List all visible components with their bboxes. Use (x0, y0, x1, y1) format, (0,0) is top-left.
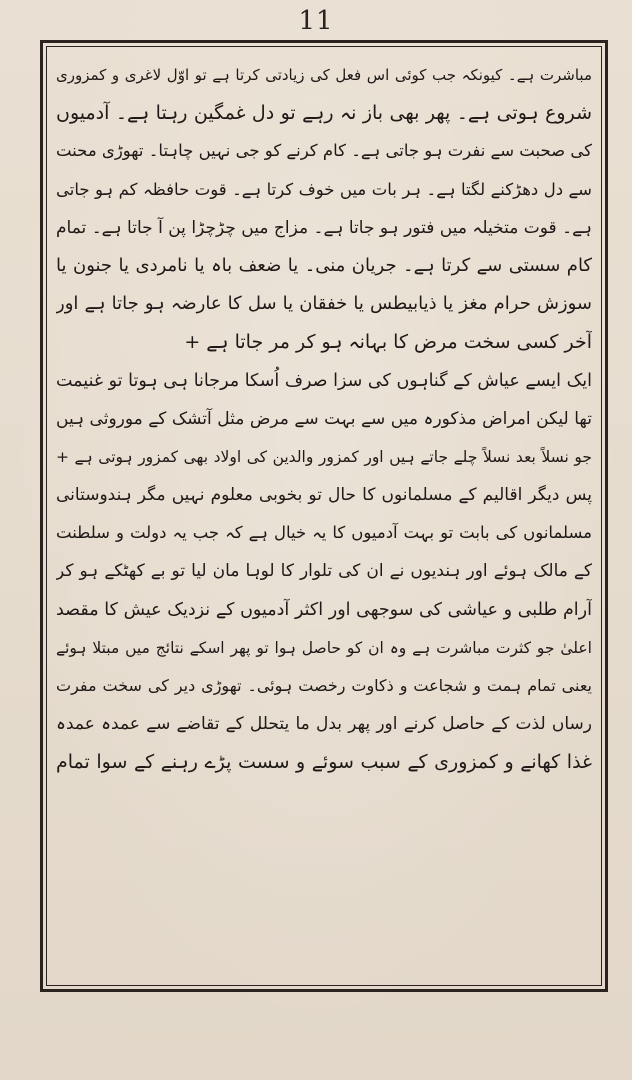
text-line: کی صحبت سے نفرت ہو جاتی ہے۔ کام کرنے کو جی نہیں چاہتا۔ تھوڑی محنت (56, 141, 592, 161)
text-line: آرام طلبی و عیاشی کی سوجھی اور اکثر آدمیوں کے نزدیک عیش کا مقصد (56, 599, 592, 620)
text-line: کے مالک ہوئے اور ہندیوں نے ان کی تلوار کا لوہا مان لیا تو بے کھٹکے ہو کر (56, 561, 592, 582)
text-line: اعلیٰ جو کثرت مباشرت ہے وہ ان کو حاصل ہوا تو پھر اسکے نتائج میں مبتلا ہوئے (56, 638, 592, 657)
text-line: تھا لیکن امراض مذکورہ میں سے بہت سے مرض مثل آتشک کے موروثی ہیں (56, 408, 592, 429)
text-body (56, 56, 592, 976)
text-line: جو نسلاً بعد نسلاً چلے جاتے ہیں اور کمزور والدین کی اولاد بھی کمزور ہوتی ہے + (56, 447, 592, 466)
text-line: مباشرت ہے۔ کیونکہ جب کوئی اس فعل کی زیادتی کرتا ہے تو اوّل لاغری و کمزوری (56, 66, 592, 84)
text-line: سے دل دھڑکنے لگتا ہے۔ ہر بات میں خوف کرتا ہے۔ قوت حافظہ کم ہو جاتی (56, 179, 592, 199)
page-number: 11 (298, 6, 334, 36)
text-line: آخر کسی سخت مرض کا بہانہ ہو کر مر جاتا ہے + (184, 331, 592, 354)
text-line: شروع ہوتی ہے۔ پھر بھی باز نہ رہے تو دل غمگین رہتا ہے۔ آدمیوں (56, 102, 592, 125)
text-line: رساں لذت کے حاصل کرنے اور پھر بدل ما یتحلل کے تقاضے سے عمدہ عمدہ (56, 714, 592, 735)
text-line: ایک ایسے عیاش کے گناہوں کی سزا صرف اُسکا مرجانا ہی ہوتا تو غنیمت (56, 370, 592, 391)
text-line: یعنی تمام ہمت و شجاعت و ذکاوت رخصت ہوئی۔ تھوڑی دیر کی سخت مفرت (56, 676, 592, 695)
text-line: کام سستی سے کرتا ہے۔ جریان منی۔ یا ضعف باہ یا نامردی یا جنون یا (56, 254, 592, 276)
text-line: پس دیگر اقالیم کے مسلمانوں کا حال تو بخوبی معلوم نہیں مگر ہندوستانی (56, 485, 592, 506)
text-line: مسلمانوں کی بابت تو بہت آدمیوں کا یہ خیال ہے کہ جب یہ دولت و سلطنت (56, 523, 592, 543)
text-line: سوزش حرام مغز یا ذیابیطس یا خفقان یا سل کا عارضہ ہو جاتا ہے اور (56, 293, 592, 315)
text-line: غذا کھانے و کمزوری کے سبب سوئے و سست پڑے رہنے کے سوا تمام (56, 751, 592, 774)
text-line: ہے۔ قوت متخیلہ میں فتور ہو جاتا ہے۔ مزاج میں چڑچڑا پن آ جاتا ہے۔ تمام (56, 217, 592, 238)
